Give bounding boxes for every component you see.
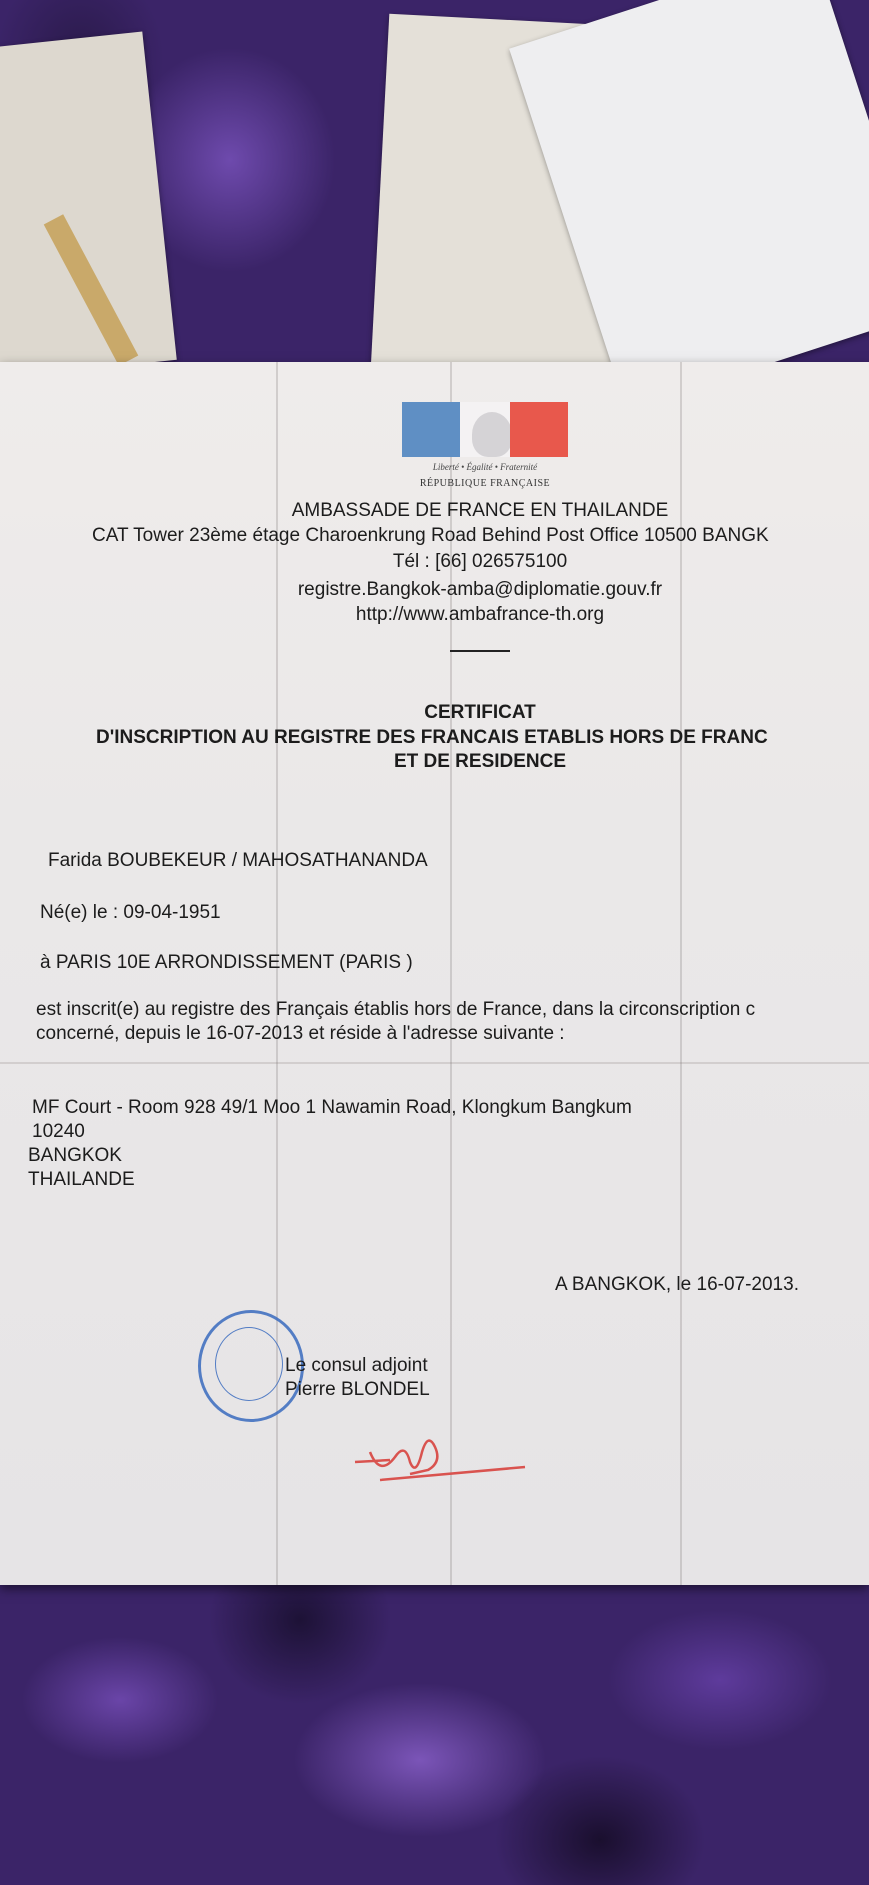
logo-republic-text: RÉPUBLIQUE FRANÇAISE [419,478,551,489]
certificate-subtitle: D'INSCRIPTION AU REGISTRE DES FRANCAIS ETABLIS HORS DE FRANC [96,727,768,748]
stamp-inner-ring [215,1327,283,1401]
birth-place: à PARIS 10E ARRONDISSEMENT (PARIS ) [40,952,413,973]
marianne-icon [472,412,512,457]
embassy-email: registre.Bangkok-amba@diplomatie.gouv.fr [297,579,663,600]
certificate-subtitle-2: ET DE RESIDENCE [393,751,567,772]
body-text-line: est inscrit(e) au registre des Français établis hors de France, dans la circonscription c [36,999,756,1020]
body-text-line: concerné, depuis le 16-07-2013 et réside à l'adresse suivante : [36,1023,565,1044]
signatory-name: Pierre BLONDEL [285,1379,430,1400]
certificate-document [0,362,869,1585]
person-name: Farida BOUBEKEUR / MAHOSATHANANDA [48,850,428,871]
embassy-website: http://www.ambafrance-th.org [355,604,605,625]
embassy-address: CAT Tower 23ème étage Charoenkrung Road Behind Post Office 10500 BANGK [92,525,769,546]
signatory-role: Le consul adjoint [285,1355,428,1376]
certificate-title: CERTIFICAT [424,702,536,723]
flag-red-band [510,402,568,457]
place-date: A BANGKOK, le 16-07-2013. [555,1274,799,1295]
address-line: MF Court - Room 928 49/1 Moo 1 Nawamin Road, Klongkum Bangkum [32,1097,632,1118]
address-city: BANGKOK [28,1145,122,1166]
embassy-name: AMBASSADE DE FRANCE EN THAILANDE [291,500,669,521]
separator-line [450,650,510,652]
republique-francaise-logo [402,402,568,492]
address-country: THAILANDE [28,1169,135,1190]
address-postcode: 10240 [32,1121,85,1142]
signature-mark [350,1422,530,1492]
logo-motto: Liberté • Égalité • Fraternité [432,462,538,472]
embassy-phone: Tél : [66] 026575100 [392,551,568,572]
birth-date: Né(e) le : 09-04-1951 [40,902,221,923]
fold-line [0,1062,869,1064]
flag-blue-band [402,402,460,457]
